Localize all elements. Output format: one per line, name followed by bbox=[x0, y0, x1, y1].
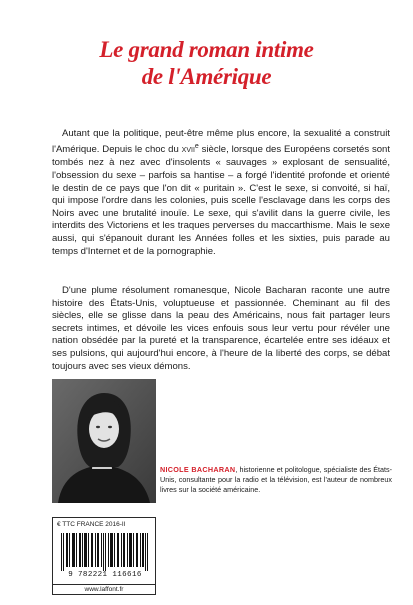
summary-p1-start: Autant que la politique, peut-être même plus encore, la sexualité a construit l'Amérique. Depuis le choc du bbox=[52, 128, 390, 155]
summary-paragraph-1 bbox=[52, 128, 390, 258]
century-superscript: e bbox=[194, 142, 199, 150]
author-bio-text: , historienne et politologue, spécialiste des États-Unis, consultante pour la radio et la télévision, est l'auteur de nombreux livres sur la société américaine. bbox=[160, 465, 392, 494]
author-portrait-image bbox=[52, 379, 156, 503]
author-photo bbox=[52, 379, 156, 503]
cover-title bbox=[0, 36, 413, 90]
barcode-block bbox=[52, 517, 156, 595]
summary-p1-end: siècle, lorsque des Européens corsetés sont tombés nez à nez avec d'insolents « sauvages » explosant de sensualité, l'obsession du sexe – parfois sa hantise – a forgé l'identité profonde et orienté le destin de ce pays que l'on dit « puritain ». C'est le sexe, si convoité, si haï, qui impose l'ordre dans les colonies, puis scelle l'esclavage dans les corps des Noirs avec une brutalité inouïe. Le sexe, qui s'avilit dans la guerre civile, les interdits des Victoriens et les traques perverses du maccarthisme. Mais le sexe aussi, qui s'épanouit durant les Années folles et les sixties, puis parade au temps d'Internet et de la pornographie. bbox=[52, 143, 391, 257]
title-line-1: Le grand roman intime bbox=[99, 37, 314, 62]
price-label: € TTC FRANCE 2016-II bbox=[57, 521, 126, 528]
summary-paragraph-2: D'une plume résolument romanesque, Nicole Bacharan raconte une autre histoire des États-Unis, voluptueuse et passionnée. Cheminant au fil des siècles, elle se glisse dans la peau des Américains, nous fait partager leurs secrets intimes, et dévoile les vices enfouis sous leur vertu pour révéler une nation obsédée par la pureté et la transparence, écartelée entre ses idéaux et ses pulsions, qui aujourd'hui encore, à l'heure de la liberté des corps, se débat toujours avec ses vieux démons. bbox=[52, 285, 390, 372]
author-name: NICOLE BACHARAN bbox=[160, 465, 236, 474]
title-line-2: de l'Amérique bbox=[141, 64, 272, 89]
publisher-website: www.laffont.fr bbox=[53, 584, 155, 593]
barcode-icon bbox=[57, 533, 153, 571]
century-numeral: XVII bbox=[181, 146, 195, 154]
author-bio bbox=[160, 465, 392, 495]
isbn-digits: 9 782221 116616 bbox=[68, 571, 142, 579]
